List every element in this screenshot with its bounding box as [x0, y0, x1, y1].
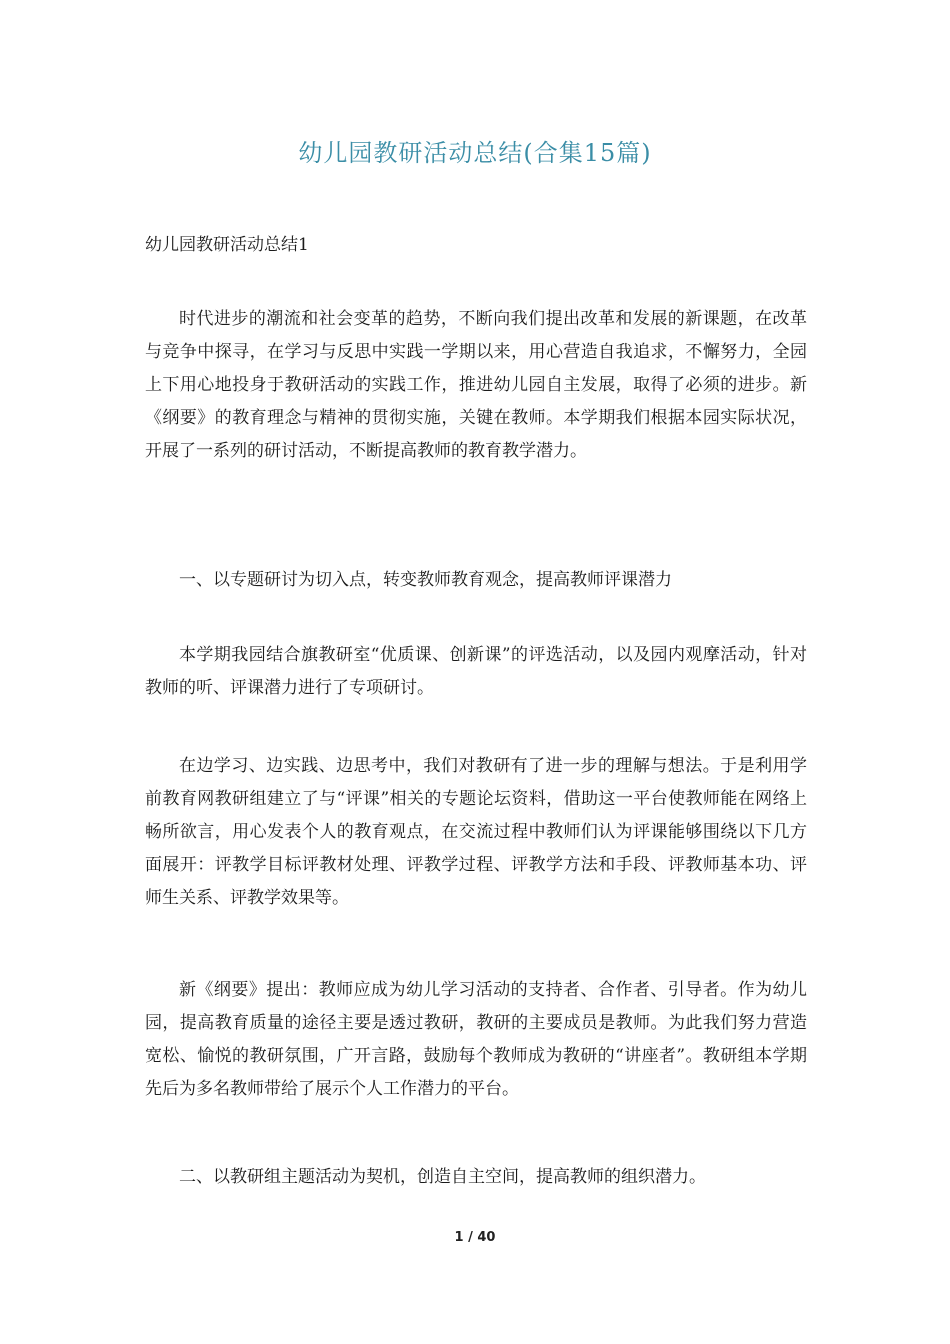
page-number: 1 / 40 — [454, 1230, 496, 1245]
document-title: 幼儿园教研活动总结(合集15篇) — [298, 139, 652, 167]
section-subtitle: 幼儿园教研活动总结1 — [145, 235, 309, 255]
paragraph-4: 新《纲要》提出：教师应成为幼儿学习活动的支持者、合作者、引导者。作为幼儿园，提高教育质量的途径主要是透过教研，教研的主要成员是教师。为此我们努力营造宽松、愉悦的教研氛围，广开言路，鼓励每个教师成为教研的“讲座者”。教研组本学期先后为多名教师带给了展示个人工作潜力的平台。 — [145, 980, 807, 1099]
section-heading-2: 二、以教研组主题活动为契机，创造自主空间，提高教师的组织潜力。 — [179, 1167, 706, 1187]
paragraph-intro: 时代进步的潮流和社会变革的趋势，不断向我们提出改革和发展的新课题，在改革与竞争中探寻，在学习与反思中实践一学期以来，用心营造自我追求，不懈努力，全园上下用心地投身于教研活动的实践工作，推进幼儿园自主发展，取得了必须的进步。新《纲要》的教育理念与精神的贯彻实施，关键在教师。本学期我们根据本园实际状况，开展了一系列的研讨活动，不断提高教师的教育教学潜力。 — [145, 309, 807, 461]
paragraph-3: 在边学习、边实践、边思考中，我们对教研有了进一步的理解与想法。于是利用学前教育网教研组建立了与“评课”相关的专题论坛资料，借助这一平台使教师能在网络上畅所欲言，用心发表个人的教育观点，在交流过程中教师们认为评课能够围绕以下几方面展开：评教学目标评教材处理、评教学过程、评教学方法和手段、评教师基本功、评师生关系、评教学效果等。 — [145, 756, 807, 908]
section-heading-1: 一、以专题研讨为切入点，转变教师教育观念，提高教师评课潜力 — [179, 570, 672, 590]
paragraph-2: 本学期我园结合旗教研室“优质课、创新课”的评选活动，以及园内观摩活动，针对教师的听、评课潜力进行了专项研讨。 — [145, 645, 807, 698]
